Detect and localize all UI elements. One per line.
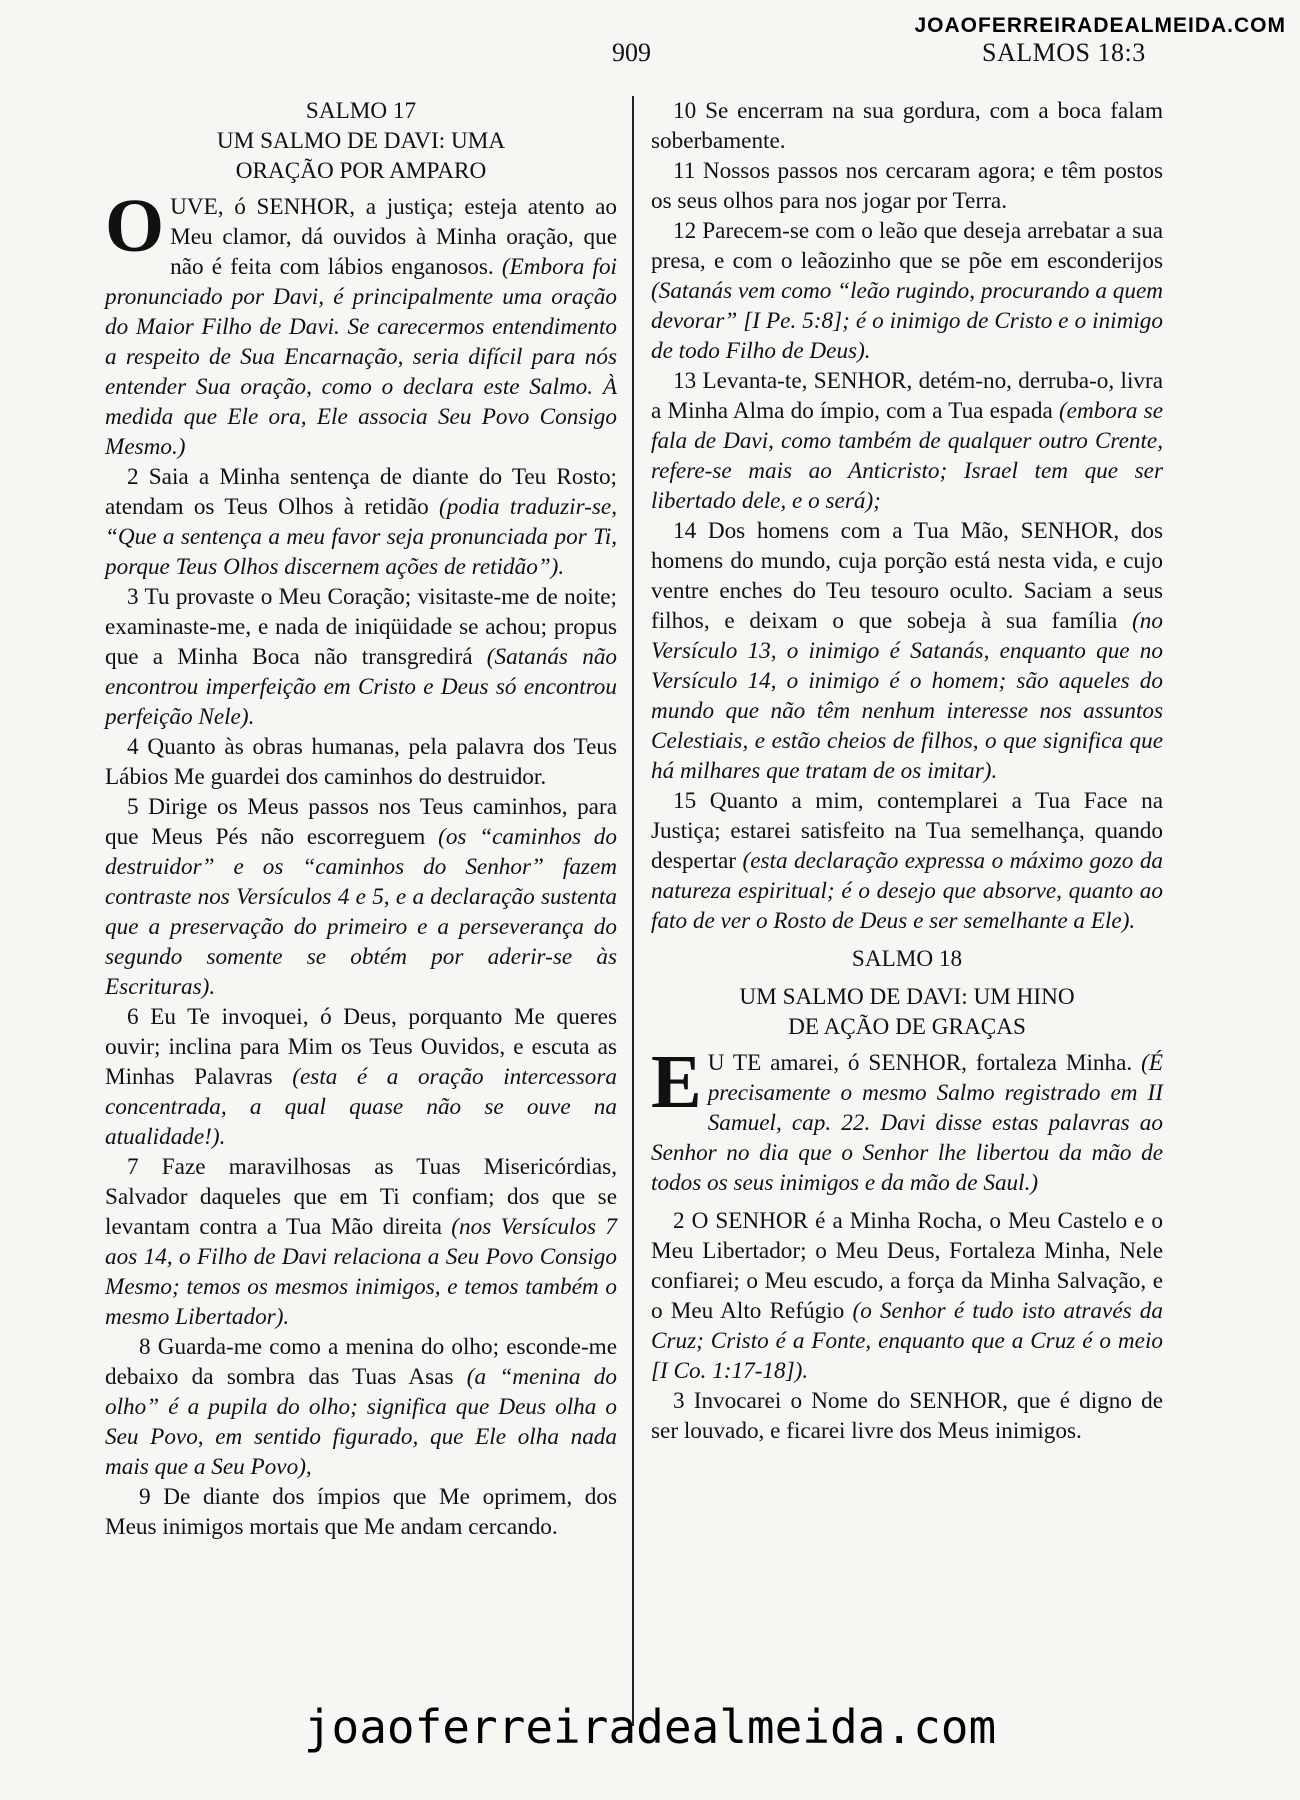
verse-text: 9 De diante dos ímpios que Me oprimem, dos Meus inimigos mortais que Me andam cercando.	[105, 1484, 617, 1540]
verse-17-6	[105, 1002, 617, 1152]
verse-17-13	[651, 366, 1163, 516]
page-number: 909	[612, 38, 651, 67]
psalm-18-subtitle-line1: UM SALMO DE DAVI: UM HINO	[739, 984, 1075, 1010]
verse-17-9	[105, 1482, 617, 1542]
psalm-18-subtitle-line2: DE AÇÃO DE GRAÇAS	[788, 1014, 1026, 1040]
verse-text: 3 Invocarei o Nome do SENHOR, que é digno de ser louvado, e ficarei livre dos Meus inimigos.	[651, 1388, 1163, 1444]
psalm-17-subtitle-line1: UM SALMO DE DAVI: UMA	[216, 128, 506, 154]
verse-commentary: (Satanás vem como “leão rugindo, procurando a quem devorar” [I Pe. 5:8]; é o inimigo de Cristo e o inimigo de todo Filho de Deus).	[651, 278, 1163, 364]
drop-cap-o: O	[105, 184, 165, 268]
verse-17-8	[105, 1332, 617, 1482]
verse-17-15	[651, 786, 1163, 936]
verse-text: 2 O SENHOR é a Minha Rocha, o Meu Castelo e o Meu Libertador; o Meu Deus, Fortaleza Minha, Nele confiarei; o Meu escudo, a força da Minha Salvação, e o Meu Alto Refúgio	[651, 1208, 1163, 1324]
psalm-17-title: SALMO 17	[305, 98, 417, 124]
verse-text: 5 Dirige os Meus passos nos Teus caminhos, para que Meus Pés não escorreguem	[105, 794, 617, 850]
site-header: JOAOFERREIRADEALMEIDA.COM	[914, 14, 1286, 37]
verse-text: 6 Eu Te invoquei, ó Deus, porquanto Me queres ouvir; inclina para Mim os Teus Ouvidos, e escuta as Minhas Palavras	[105, 1004, 617, 1090]
verse-17-12	[651, 216, 1163, 366]
verse-text: 4 Quanto às obras humanas, pela palavra dos Teus Lábios Me guardei dos caminhos do destruidor.	[105, 734, 617, 790]
section-gap	[651, 1198, 1163, 1206]
verse-17-10	[651, 96, 1163, 156]
verse-17-4	[105, 732, 617, 792]
verse-commentary: (nos Versículos 7 aos 14, o Filho de Davi relaciona a Seu Povo Consigo Mesmo; temos os mesmos inimigos, e temos também o mesmo Libertador).	[105, 1214, 617, 1330]
verse-text: 3 Tu provaste o Meu Coração; visitaste-me de noite; examinaste-me, e nada de iniqüidade se achou; propus que a Minha Boca não transgredirá	[105, 584, 617, 670]
verse-text: U TE amarei, ó SENHOR, fortaleza Minha.	[707, 1050, 1133, 1076]
verse-17-7	[105, 1152, 617, 1332]
verse-17-5	[105, 792, 617, 1002]
psalm-18-title: SALMO 18	[851, 946, 963, 972]
site-footer: joaoferreiradealmeida.com	[303, 1700, 997, 1754]
verse-text: 10 Se encerram na sua gordura, com a boca falam soberbamente.	[651, 98, 1163, 154]
verse-text: 7 Faze maravilhosas as Tuas Misericórdias, Salvador daqueles que em Ti confiam; dos que se levantam contra a Tua Mão direita	[105, 1154, 617, 1240]
verse-text: UVE, ó SENHOR, a justiça; esteja atento ao Meu clamor, dá ouvidos à Minha oração, que não é feita com lábios enganosos.	[170, 194, 617, 280]
verse-18-2	[651, 1206, 1163, 1386]
drop-cap-e: E	[651, 1040, 702, 1124]
verse-18-1	[651, 1040, 1163, 1198]
verse-commentary: (embora se fala de Davi, como também de qualquer outro Crente, refere-se mais ao Anticristo; Israel tem que ser libertado dele, e o será);	[651, 398, 1163, 514]
verse-commentary: (esta é a oração intercessora concentrada, a qual quase não se ouve na atualidade!).	[105, 1064, 617, 1150]
running-head: SALMOS 18:3	[982, 38, 1146, 67]
right-column	[651, 96, 1163, 1446]
verse-17-14	[651, 516, 1163, 786]
verse-text: 14 Dos homens com a Tua Mão, SENHOR, dos homens do mundo, cuja porção está nesta vida, e cujo ventre enches do Teu tesouro oculto. Saciam a seus filhos, e deixam o que sobeja à sua família	[651, 518, 1163, 634]
verse-commentary: (no Versículo 13, o inimigo é Satanás, enquanto que no Versículo 14, o inimigo é o homem; são aqueles do mundo que não têm nenhum interesse nos assuntos Celestiais, e estão cheios de filhos, o que significa que há milhares que tratam de os imitar).	[651, 608, 1163, 784]
column-divider	[632, 96, 634, 1726]
verse-commentary: (esta declaração expressa o máximo gozo da natureza espiritual; é o desejo que absorve, quanto ao fato de ver o Rosto de Deus e ser semelhante a Ele).	[651, 848, 1164, 934]
section-gap	[651, 974, 1163, 982]
section-gap	[651, 936, 1163, 944]
verse-commentary: (Satanás não encontrou imperfeição em Cristo e Deus só encontrou perfeição Nele).	[105, 644, 618, 730]
verse-commentary: (o Senhor é tudo isto através da Cruz; Cristo é a Fonte, enquanto que a Cruz é o meio [I Co. 1:17-18]).	[651, 1298, 1163, 1384]
verse-text: 2 Saia a Minha sentença de diante do Teu Rosto; atendam os Teus Olhos à retidão	[105, 464, 617, 520]
verse-17-1	[105, 184, 618, 462]
verse-18-3	[651, 1386, 1163, 1446]
verse-commentary: (podia traduzir-se, “Que a sentença a meu favor seja pronunciada por Ti, porque Teus Olhos discernem ações de retidão”).	[105, 494, 617, 580]
verse-text: 15 Quanto a mim, contemplarei a Tua Face na Justiça; estarei satisfeito na Tua semelhança, quando despertar	[651, 788, 1163, 874]
verse-text: 11 Nossos passos nos cercaram agora; e têm postos os seus olhos para nos jogar por Terra.	[651, 158, 1163, 214]
verse-text: 12 Parecem-se com o leão que deseja arrebatar a sua presa, e com o leãozinho que se põe em esconderijos	[651, 218, 1163, 274]
psalm-17-subtitle-line2: ORAÇÃO POR AMPARO	[235, 158, 487, 184]
verse-commentary: (Embora foi pronunciado por Davi, é principalmente uma oração do Maior Filho de Davi. Se carecermos entendimento a respeito de Sua Encarnação, seria difícil para nós entender Sua oração, como o declara este Salmo. À medida que Ele ora, Ele associa Seu Povo Consigo Mesmo.)	[105, 254, 618, 460]
verse-commentary: (É precisamente o mesmo Salmo registrado em II Samuel, cap. 22. Davi disse estas palavras ao Senhor no dia que o Senhor lhe libertou da mão de todos os seus inimigos e da mão de Saul.)	[651, 1050, 1163, 1196]
verse-text: 13 Levanta-te, SENHOR, detém-no, derruba-o, livra a Minha Alma do ímpio, com a Tua espada	[651, 368, 1163, 424]
verse-commentary: (os “caminhos do destruidor” e os “caminhos do Senhor” fazem contraste nos Versículos 4 e 5, e a declaração sustenta que a preservação do primeiro e a perseverança do segundo somente se obtém por aderir-se às Escrituras).	[105, 824, 617, 1000]
left-column	[105, 96, 617, 1542]
verse-17-11	[651, 156, 1163, 216]
verse-text: 8 Guarda-me como a menina do olho; esconde-me debaixo da sombra das Tuas Asas	[105, 1334, 617, 1390]
verse-17-2	[105, 462, 617, 582]
verse-17-3	[105, 582, 617, 732]
verse-commentary: (a “menina do olho” é a pupila do olho; significa que Deus olha o Seu Povo, em sentido figurado, que Ele olha nada mais que a Seu Povo),	[105, 1364, 617, 1480]
